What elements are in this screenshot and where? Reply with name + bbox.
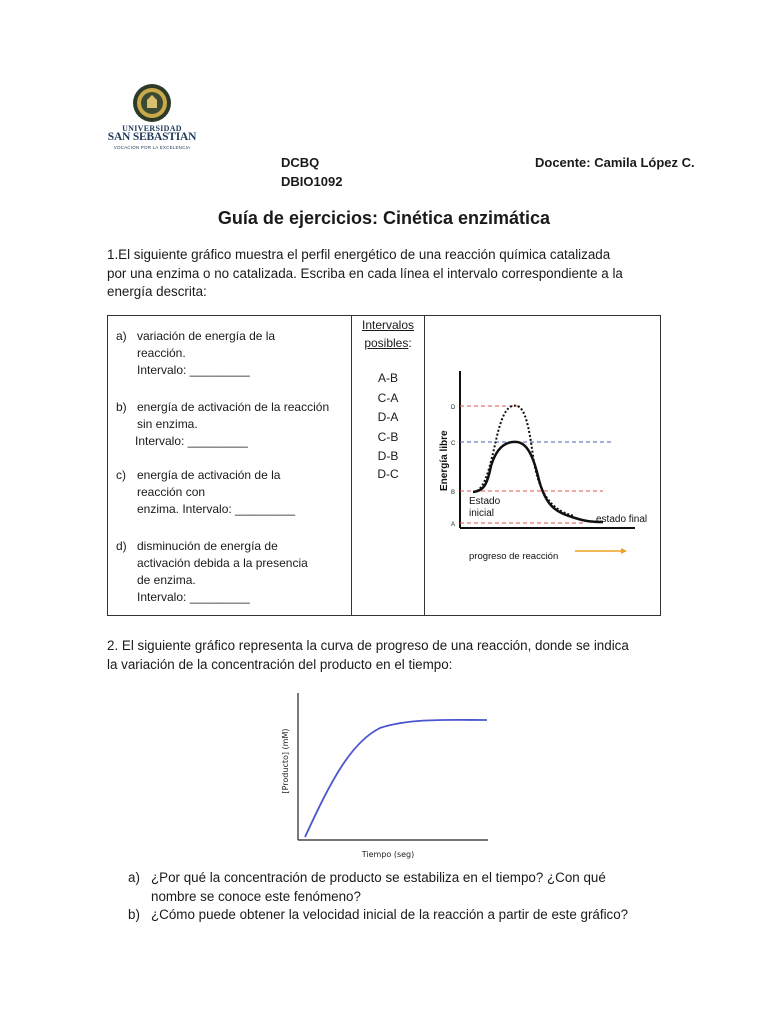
- interval-option: C-B: [377, 429, 399, 444]
- intervals-header-2: posibles: [364, 336, 409, 350]
- q2-questions: [128, 869, 662, 925]
- q2-line-1: 2. El siguiente gráfico representa la curva de progreso de una reacción, donde se indica: [107, 638, 629, 653]
- interval-option: D-B: [377, 449, 399, 463]
- product-curve: [305, 720, 487, 837]
- q2-question-a: a) ¿Por qué la concentración de producto se estabiliza en el tiempo? ¿Con qué nombre se conoce este fenómeno?: [128, 870, 606, 904]
- start-label-1: Estado: [469, 496, 501, 507]
- q1-graph-cell: [425, 316, 661, 616]
- level-c-label: C: [451, 441, 456, 447]
- level-d-label: D: [451, 405, 456, 411]
- q1-prompt: [107, 246, 663, 302]
- chart-ylabel: [Producto] (mM): [281, 728, 290, 794]
- q2-prompt: [107, 637, 663, 674]
- q1-table: [107, 315, 661, 616]
- q2-line-2: la variación de la concentración del producto en el tiempo:: [107, 656, 453, 672]
- course-code: DBIO1092: [281, 174, 343, 189]
- logo-line-2: SAN SEBASTIAN: [107, 131, 197, 143]
- interval-option: D-C: [377, 466, 399, 481]
- level-b-label: B: [451, 490, 456, 496]
- energy-profile-diagram: [425, 316, 661, 615]
- interval-option: A-B: [377, 371, 398, 385]
- q1-line-1: 1.El siguiente gráfico muestra el perfil energético de una reacción química catalizada: [107, 247, 611, 262]
- interval-option: C-A: [377, 390, 399, 405]
- dept-code: DCBQ: [281, 155, 320, 170]
- teacher-name: Docente: Camila López C.: [535, 155, 695, 170]
- progress-chart: [270, 683, 496, 863]
- q1-items-cell: a) variación de energía de la reacción. Intervalo: _________ b) energía de activación de la reacción sin enzima. Intervalo: _________ c) energía de activación de la reacción con enzima. Intervalo: _________ d) disminución de energía de activación debida a la presencia de enzima. Intervalo: _________: [108, 316, 352, 616]
- arrow-head-icon: [621, 548, 627, 554]
- progress-axis-label: progreso de reacción: [469, 551, 559, 562]
- level-a-label: A: [451, 522, 456, 528]
- intervals-colon: :: [408, 336, 412, 350]
- q1-line-3: energía descrita:: [107, 284, 207, 299]
- page-title: Guía de ejercicios: Cinética enzimática: [217, 208, 551, 228]
- chart-xlabel: Tiempo (seg): [361, 850, 415, 859]
- intervals-header-1: Intervalos: [361, 318, 415, 332]
- university-logo: [107, 82, 197, 154]
- q1-line-2: por una enzima o no catalizada. Escriba en cada línea el intervalo correspondiente a la: [107, 265, 623, 281]
- end-label: estado final: [596, 514, 648, 525]
- logo-line-3: VOCACIÓN POR LA EXCELENCIA: [113, 145, 191, 150]
- q2-question-b: b) ¿Cómo puede obtener la velocidad inicial de la reacción a partir de este gráfico?: [128, 907, 629, 922]
- start-label-2: inicial: [469, 508, 495, 519]
- energy-axis-label: Energía libre: [439, 430, 450, 491]
- logo-line-1: UNIVERSIDAD: [122, 124, 182, 133]
- q1-intervals-cell: [352, 316, 425, 616]
- interval-option: D-A: [377, 410, 399, 424]
